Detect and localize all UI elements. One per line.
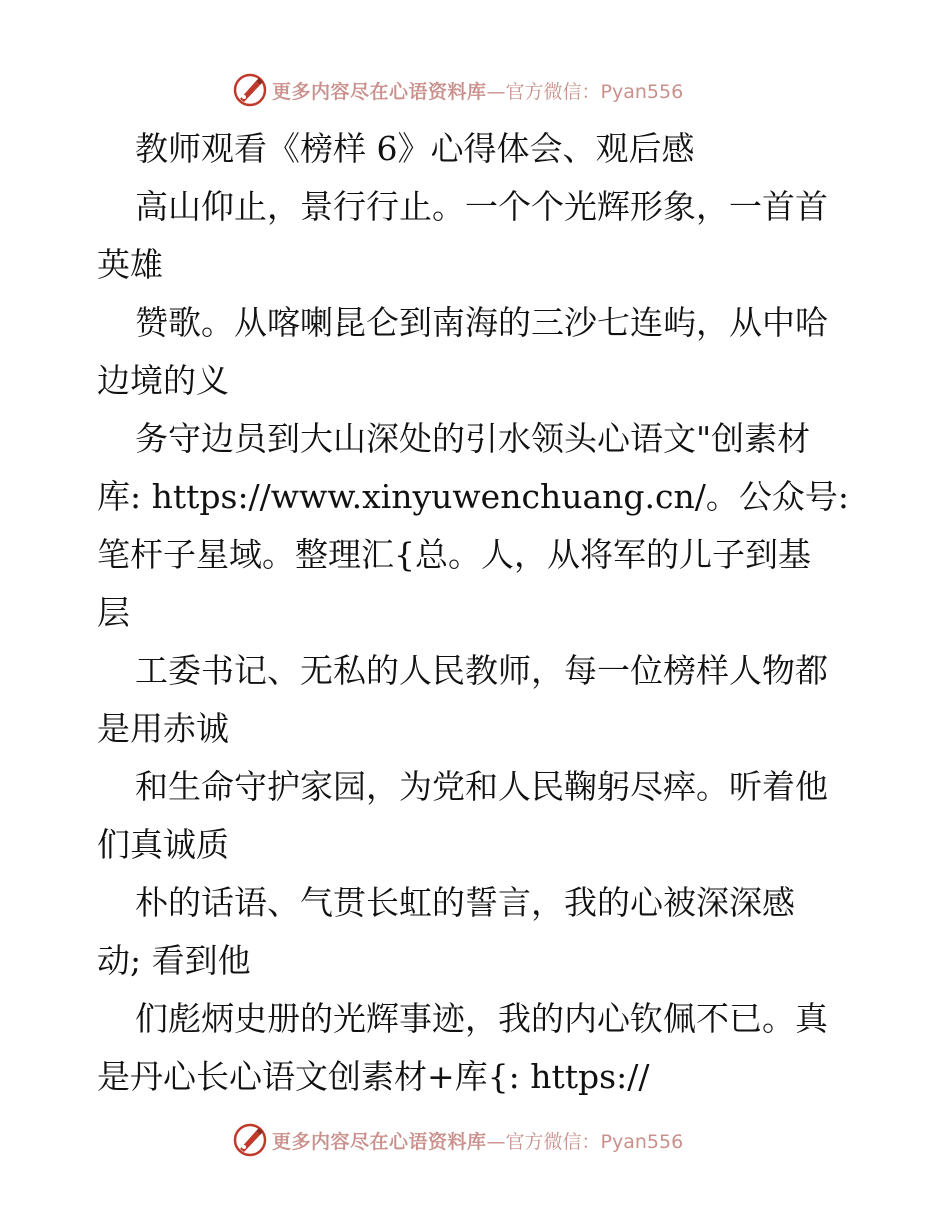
text-line: 边境的义 [97, 361, 229, 400]
pen-logo-icon [232, 72, 268, 108]
header-slogan: 更多内容尽在心语资料库 [272, 80, 487, 103]
text-line: 务守边员到大山深处的引水领头心语文"创素材 [135, 419, 811, 458]
text-line: 动; 看到他 [97, 941, 251, 980]
pen-logo-icon [232, 1122, 268, 1158]
text-line: 和生命守护家园，为党和人民鞠躬尽瘁。听着他 [135, 767, 828, 806]
text-line: 朴的话语、气贯长虹的誓言，我的心被深深感 [135, 883, 795, 922]
text-line: 工委书记、无私的人民教师，每一位榜样人物都 [135, 651, 828, 690]
header-watermark [232, 70, 712, 110]
text-line: 们彪炳史册的光辉事迹，我的内心钦佩不已。真 [135, 999, 828, 1038]
header-contact: —官方微信：Pyan556 [486, 80, 684, 103]
document-title: 教师观看《榜样 6》心得体会、观后感 [135, 129, 695, 168]
footer-slogan: 更多内容尽在心语资料库 [272, 1130, 487, 1153]
text-line: 高山仰止，景行行止。一个个光辉形象，一首首 [135, 187, 828, 226]
text-line: 笔杆子星域。整理汇{总。人，从将军的儿子到基 [97, 535, 811, 574]
text-line: 是丹心长心语文创素材+库{: https:// [97, 1057, 650, 1096]
document-body [97, 120, 867, 1106]
text-line: 赞歌。从喀喇昆仑到南海的三沙七连屿，从中哈 [135, 303, 828, 342]
text-line: 英雄 [97, 245, 163, 284]
text-line: 是用赤诚 [97, 709, 229, 748]
text-line: 库: https://www.xinyuwenchuang.cn/。公众号: [97, 477, 849, 516]
text-line: 层 [97, 593, 130, 632]
footer-contact: —官方微信：Pyan556 [486, 1130, 684, 1153]
text-line: 们真诚质 [97, 825, 229, 864]
footer-watermark [232, 1120, 712, 1160]
